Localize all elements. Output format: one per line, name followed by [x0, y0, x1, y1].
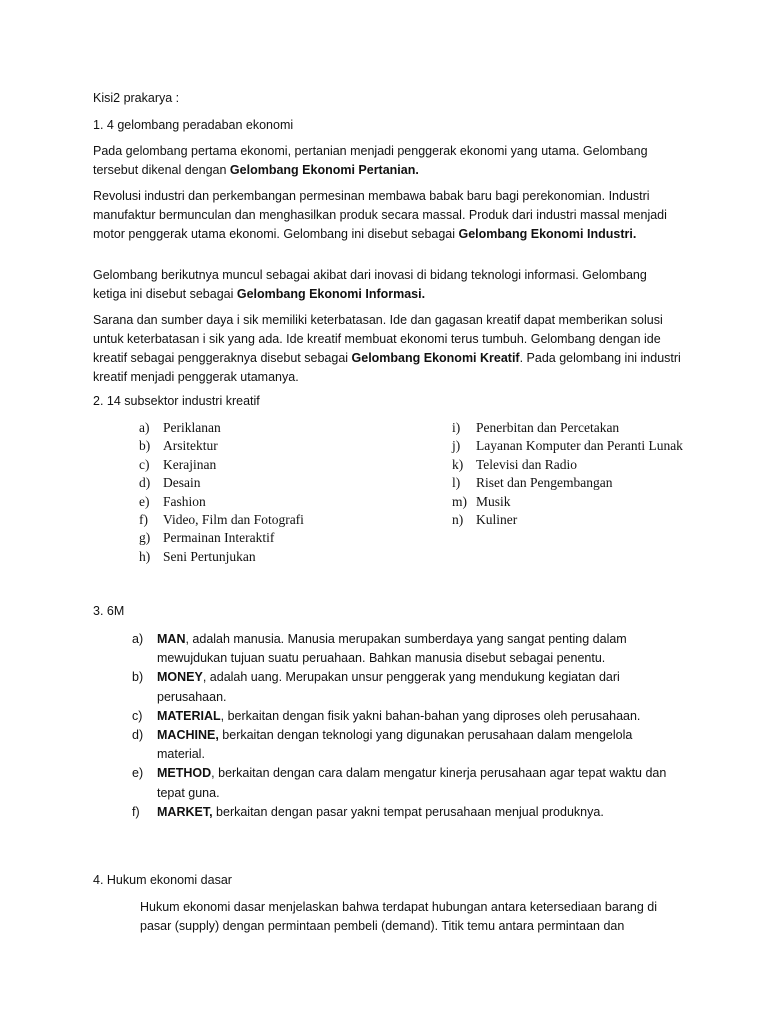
section-1-paragraph-1: Pada gelombang pertama ekonomi, pertanian menjadi penggerak ekonomi yang utama. Gelombang tersebut dikenal dengan Gelombang Ekonomi Pertanian.: [93, 144, 648, 177]
list-item: a) Periklanan: [139, 420, 221, 435]
list-item: c) MATERIAL, berkaitan dengan fisik yakni bahan-bahan yang diproses oleh perusahaan.: [132, 708, 641, 723]
section-4-title: 4. Hukum ekonomi dasar: [93, 873, 232, 887]
list-item: n) Kuliner: [452, 512, 518, 528]
list-item: g) Permainan Interaktif: [139, 530, 275, 546]
section-4-paragraph: Hukum ekonomi dasar menjelaskan bahwa terdapat hubungan antara ketersediaan barang di pasar (supply) dengan permintaan pembeli (demand). Titik temu antara permintaan dan: [140, 900, 658, 933]
list-item: c) Kerajinan: [139, 456, 217, 472]
section-1-paragraph-4: Sarana dan sumber daya i sik memiliki keterbatasan. Ide dan gagasan kreatif dapat memberikan solusi untuk keterbatasan i sik yang ada. Ide kreatif membuat ekonomi terus tumbuh. Gelombang dengan ide kreatif sebagai penggeraknya disebut sebagai Gelombang Ekonomi Kreatif. Pada gelombang ini industri kreatif menjadi penggerak utamanya.: [93, 313, 681, 384]
list-item: d) MACHINE, berkaitan dengan teknologi yang digunakan perusahaan dalam mengelola material.: [132, 728, 633, 762]
six-m-list: [132, 630, 672, 822]
section-1-paragraph-2: Revolusi industri dan perkembangan permesinan membawa babak baru bagi perekonomian. Industri manufaktur bermunculan dan menghasilkan produk secara massal. Produk dari industri massal menjadi motor penggerak utama ekonomi. Gelombang ini disebut sebagai Gelombang Ekonomi Industri.: [93, 189, 667, 241]
list-item: b) Arsitektur: [139, 438, 218, 454]
subsector-list-left: [139, 419, 399, 566]
list-item: f) Video, Film dan Fotografi: [139, 512, 304, 528]
list-item: a) MAN, adalah manusia. Manusia merupakan sumberdaya yang sangat penting dalam mewujdukan tujuan suatu peruahaan. Bahkan manusia disebut sebagai penentu.: [132, 632, 627, 666]
subsector-list-right: [452, 419, 684, 529]
section-3-title: 3. 6M: [93, 604, 125, 618]
list-item: d) Desain: [139, 475, 201, 491]
list-item: l) Riset dan Pengembangan: [452, 475, 613, 491]
list-item: m) Musik: [452, 493, 511, 509]
list-item: i) Penerbitan dan Percetakan: [452, 420, 620, 435]
section-2-title: 2. 14 subsektor industri kreatif: [93, 394, 260, 408]
document-heading: Kisi2 prakarya :: [93, 91, 180, 105]
list-item: h) Seni Pertunjukan: [139, 548, 256, 564]
list-item: b) MONEY, adalah uang. Merupakan unsur penggerak yang mendukung kegiatan dari perusahaan.: [132, 670, 620, 704]
section-1-title: 1. 4 gelombang peradaban ekonomi: [93, 118, 294, 132]
list-item: f) MARKET, berkaitan dengan pasar yakni tempat perusahaan menjual produknya.: [132, 804, 604, 819]
section-1-paragraph-3: Gelombang berikutnya muncul sebagai akibat dari inovasi di bidang teknologi informasi. Gelombang ketiga ini disebut sebagai Gelombang Ekonomi Informasi.: [93, 268, 647, 301]
list-item: e) METHOD, berkaitan dengan cara dalam mengatur kinerja perusahaan agar tepat waktu dan tepat guna.: [132, 766, 667, 800]
list-item: k) Televisi dan Radio: [452, 456, 578, 472]
list-item: e) Fashion: [139, 493, 206, 509]
list-item: j) Layanan Komputer dan Peranti Lunak: [452, 438, 683, 454]
